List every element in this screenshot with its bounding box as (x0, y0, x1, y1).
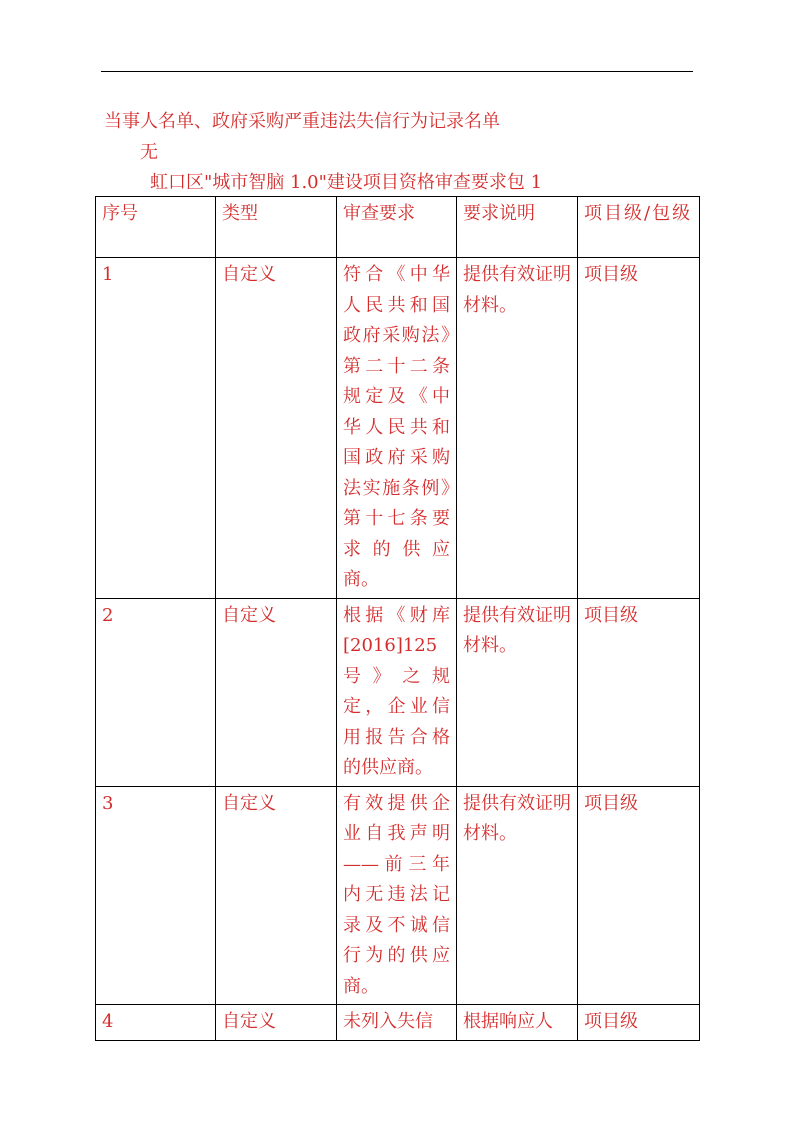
header-cell-type: 类型 (216, 197, 337, 258)
cell-description: 根据响应人 (457, 1005, 578, 1041)
cell-type: 自定义 (216, 786, 337, 1005)
table-header-row (96, 197, 700, 258)
section-heading: 当事人名单、政府采购严重违法失信行为记录名单 (104, 111, 500, 132)
cell-no: 4 (96, 1005, 216, 1041)
cell-requirement: 有效提供企业自我声明——前三年内无违法记录及不诚信行为的供应商。 (337, 786, 457, 1005)
cell-no: 2 (96, 598, 216, 786)
header-cell-no: 序号 (96, 197, 216, 258)
cell-requirement: 根据《财库[2016]125号》之规定，企业信用报告合格的供应商。 (337, 598, 457, 786)
cell-description: 提供有效证明材料。 (457, 598, 578, 786)
cell-level: 项目级 (578, 598, 700, 786)
header-cell-level: 项目级/包级 (578, 197, 700, 258)
header-cell-requirement: 审查要求 (337, 197, 457, 258)
cell-description: 提供有效证明材料。 (457, 258, 578, 599)
cell-description: 提供有效证明材料。 (457, 786, 578, 1005)
cell-type: 自定义 (216, 598, 337, 786)
none-text: 无 (140, 142, 158, 163)
cell-requirement: 符合《中华人民共和国政府采购法》第二十二条规定及《中华人民共和国政府采购法实施条例》第十七条要求的供应商。 (337, 258, 457, 599)
cell-requirement: 未列入失信 (337, 1005, 457, 1041)
cell-no: 3 (96, 786, 216, 1005)
cell-type: 自定义 (216, 258, 337, 599)
cell-no: 1 (96, 258, 216, 599)
table-row (96, 598, 700, 786)
header-cell-description: 要求说明 (457, 197, 578, 258)
cell-level: 项目级 (578, 258, 700, 599)
table-row (96, 258, 700, 599)
cell-level: 项目级 (578, 1005, 700, 1041)
cell-level: 项目级 (578, 786, 700, 1005)
table-title: 虹口区"城市智脑 1.0"建设项目资格审查要求包 1 (150, 172, 543, 193)
qualification-review-table (95, 196, 700, 1041)
table-row (96, 1005, 700, 1041)
header-rule (101, 71, 693, 72)
table-row (96, 786, 700, 1005)
cell-type: 自定义 (216, 1005, 337, 1041)
